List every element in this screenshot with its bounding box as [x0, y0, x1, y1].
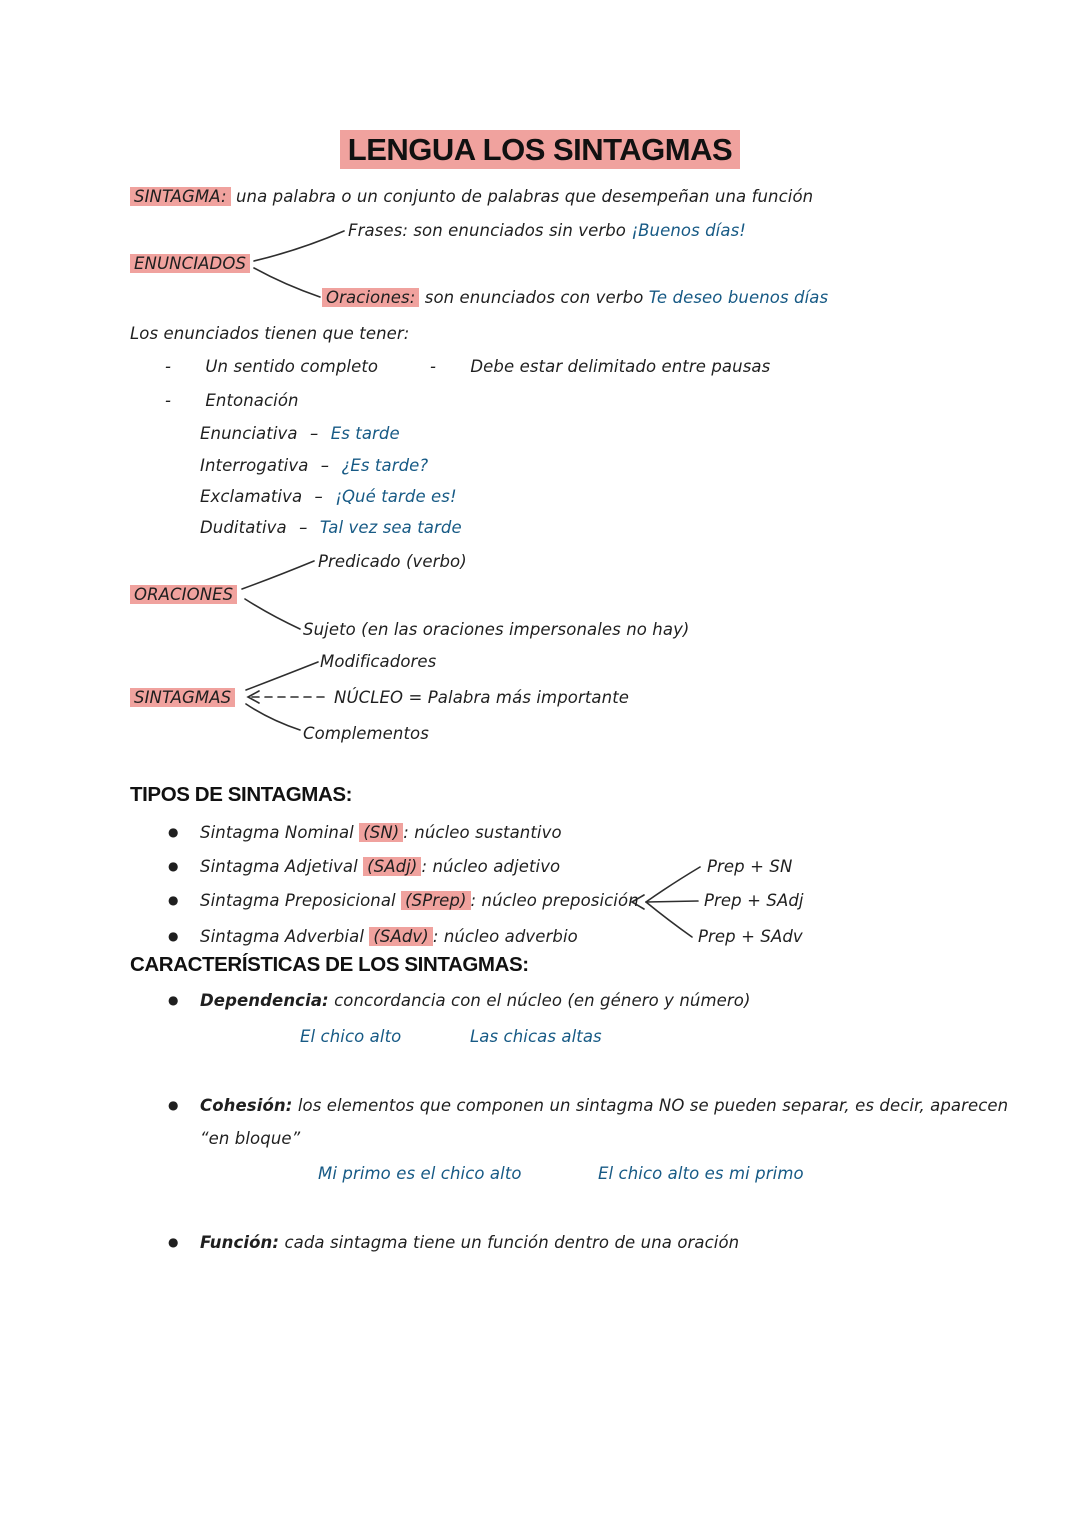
entonacion-example: ¡Qué tarde es!	[335, 487, 457, 506]
prep-combo-sn: Prep + SN	[707, 857, 793, 876]
entonacion-name: Exclamativa	[200, 487, 303, 506]
oraciones-diagram-label	[130, 584, 237, 605]
endash-icon: –	[314, 487, 323, 506]
funcion-text: cada sintagma tiene un función dentro de una oración	[284, 1233, 740, 1252]
tipo-pre: Sintagma Preposicional	[200, 891, 402, 910]
cohesion-text: los elementos que componen un sintagma NO se pueden separar, es decir, aparecen	[297, 1096, 1009, 1115]
tipos-heading: TIPOS DE SINTAGMAS:	[130, 783, 353, 806]
sintagmas-diagram-label	[130, 687, 235, 708]
endash-icon: –	[309, 424, 319, 443]
sintagma-term: SINTAGMA:	[130, 187, 231, 206]
requirement-item-3	[165, 390, 299, 411]
dependencia-example-2: Las chicas altas	[470, 1027, 602, 1046]
oraciones-term: Oraciones:	[322, 288, 419, 307]
sprep-branch-sadv-line	[646, 902, 692, 937]
tipo-item-preposicional	[168, 890, 639, 911]
caracteristicas-heading: CARACTERÍSTICAS DE LOS SINTAGMAS:	[130, 953, 529, 976]
sintagma-definition-text: una palabra o un conjunto de palabras que desempeñan una función	[235, 187, 814, 206]
bullet-icon: ●	[168, 1098, 179, 1112]
dash-icon: -	[430, 357, 437, 376]
requirement-text-1: Un sentido completo	[205, 357, 379, 376]
tipo-post: : núcleo preposición	[470, 891, 639, 910]
sintagmas-branch-modificadores-line	[246, 662, 318, 690]
requirement-item-2	[430, 356, 770, 377]
entonacion-name: Interrogativa	[200, 456, 309, 475]
requirement-text-3: Entonación	[205, 391, 299, 410]
endash-icon: –	[299, 518, 308, 537]
frases-term: Frases:	[348, 221, 408, 240]
tipo-item-nominal	[168, 822, 562, 843]
funcion-term: Función:	[200, 1233, 280, 1252]
oraciones-branch-sujeto-line	[245, 599, 300, 629]
oraciones-branch-predicado-line	[242, 561, 314, 589]
endash-icon: –	[320, 456, 330, 475]
frases-line	[348, 220, 746, 241]
bullet-icon: ●	[168, 929, 179, 943]
page-title-text: LENGUA LOS SINTAGMAS	[340, 130, 740, 169]
entonacion-item-enunciativa	[200, 423, 400, 444]
frases-example: ¡Buenos días!	[631, 221, 746, 240]
tipo-item-adjetival	[168, 856, 560, 877]
tipo-pre: Sintagma Nominal	[200, 823, 360, 842]
cohesion-item	[168, 1095, 1008, 1116]
enunciados-label-text: ENUNCIADOS	[130, 254, 250, 273]
requirement-text-2: Debe estar delimitado entre pausas	[470, 357, 771, 376]
dependencia-text: concordancia con el núcleo (en género y número)	[334, 991, 751, 1010]
oraciones-example: Te deseo buenos días	[648, 288, 829, 307]
oraciones-text: son enunciados con verbo	[424, 288, 644, 307]
tipo-post: : núcleo adverbio	[432, 927, 578, 946]
frases-text: son enunciados sin verbo	[413, 221, 627, 240]
bullet-icon: ●	[168, 825, 179, 839]
entonacion-example: ¿Es tarde?	[341, 456, 429, 475]
bullet-icon: ●	[168, 859, 179, 873]
dependencia-example-1: El chico alto	[300, 1027, 402, 1046]
sintagmas-branch-complementos-line	[246, 704, 300, 730]
dash-icon: -	[165, 391, 172, 410]
bullet-icon: ●	[168, 893, 179, 907]
tipo-item-adverbial	[168, 926, 578, 947]
cohesion-example-2: El chico alto es mi primo	[598, 1164, 804, 1183]
entonacion-name: Enunciativa	[200, 424, 298, 443]
bullet-icon: ●	[168, 1235, 179, 1249]
dependencia-term: Dependencia:	[200, 991, 329, 1010]
requirements-intro: Los enunciados tienen que tener:	[130, 324, 410, 343]
sujeto-label: Sujeto (en las oraciones impersonales no hay)	[303, 620, 690, 639]
entonacion-example: Tal vez sea tarde	[319, 518, 462, 537]
modificadores-label: Modificadores	[320, 652, 437, 671]
sintagma-definition	[130, 186, 813, 207]
entonacion-name: Duditativa	[200, 518, 287, 537]
enunciados-branch-frases-line	[254, 231, 344, 261]
entonacion-item-exclamativa	[200, 486, 457, 507]
enunciados-branch-oraciones-line	[254, 268, 320, 297]
complementos-label: Complementos	[303, 724, 429, 743]
entonacion-item-duditativa	[200, 517, 462, 538]
tipo-tag: (SN)	[359, 823, 403, 842]
tipo-tag: (SAdj)	[363, 857, 421, 876]
tipo-tag: (SAdv)	[369, 927, 432, 946]
tipo-pre: Sintagma Adjetival	[200, 857, 364, 876]
sprep-branch-sadj-line	[646, 901, 698, 902]
tipo-pre: Sintagma Adverbial	[200, 927, 370, 946]
nucleo-label: NÚCLEO = Palabra más importante	[334, 688, 630, 707]
tipo-post: : núcleo sustantivo	[403, 823, 562, 842]
requirement-item-1	[165, 356, 378, 377]
sintagmas-arrowhead-icon	[248, 691, 259, 703]
funcion-item	[168, 1232, 739, 1253]
oraciones-diagram-label-text: ORACIONES	[130, 585, 237, 604]
cohesion-text-line2: “en bloque”	[200, 1129, 301, 1148]
tipo-tag: (SPrep)	[401, 891, 470, 910]
dependencia-item	[168, 990, 750, 1011]
entonacion-example: Es tarde	[330, 424, 400, 443]
sprep-branch-sn-line	[646, 867, 700, 902]
tipo-post: : núcleo adjetivo	[421, 857, 561, 876]
page-title	[0, 132, 1080, 168]
entonacion-item-interrogativa	[200, 455, 428, 476]
sintagmas-diagram-label-text: SINTAGMAS	[130, 688, 235, 707]
predicado-label: Predicado (verbo)	[318, 552, 467, 571]
dash-icon: -	[165, 357, 172, 376]
enunciados-label	[130, 253, 250, 274]
prep-combo-sadj: Prep + SAdj	[704, 891, 804, 910]
prep-combo-sadv: Prep + SAdv	[698, 927, 803, 946]
cohesion-term: Cohesión:	[200, 1096, 293, 1115]
oraciones-line	[322, 287, 828, 308]
cohesion-example-1: Mi primo es el chico alto	[318, 1164, 522, 1183]
bullet-icon: ●	[168, 993, 179, 1007]
